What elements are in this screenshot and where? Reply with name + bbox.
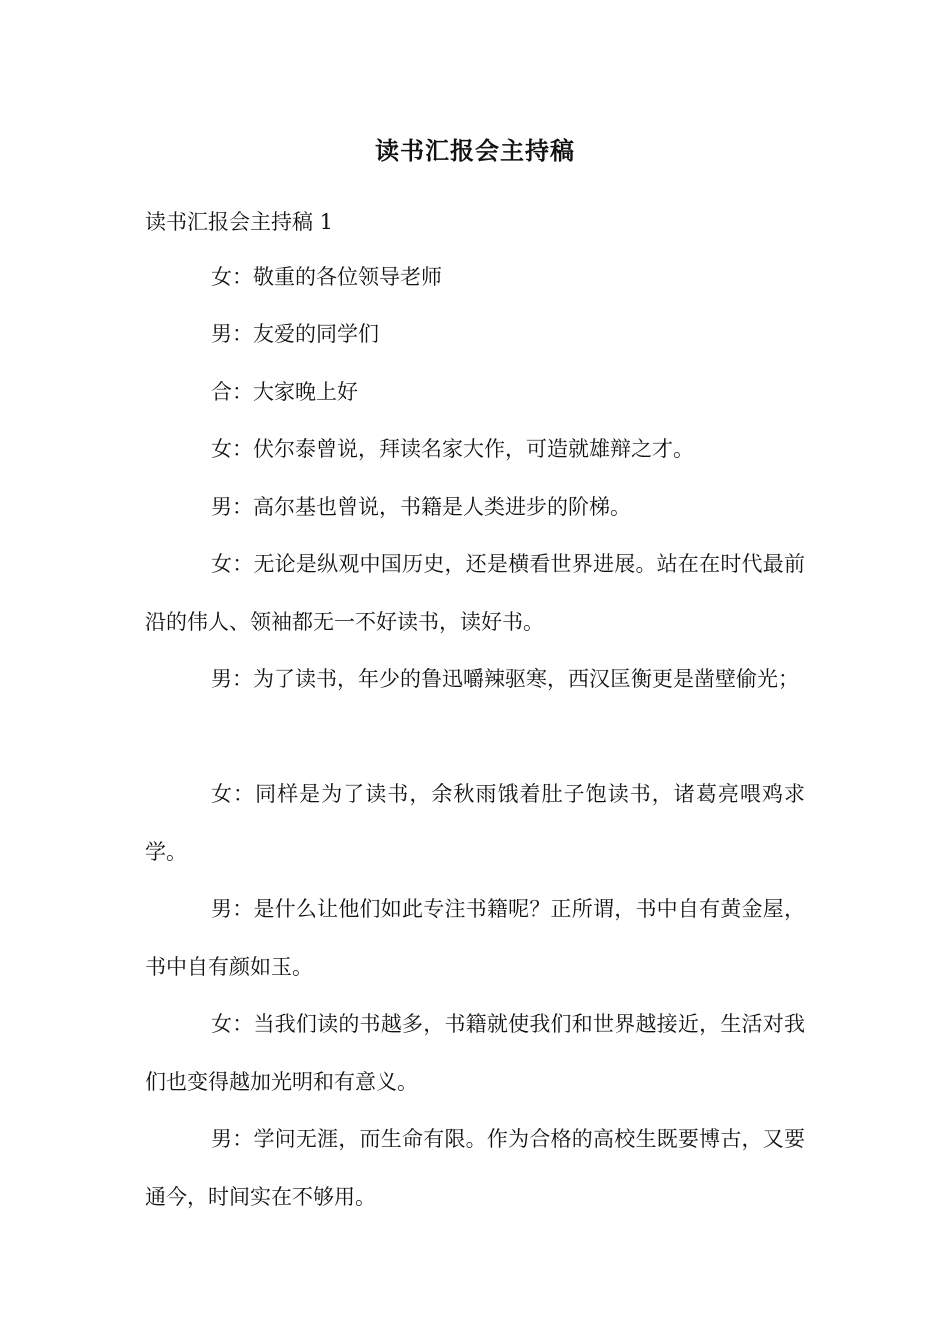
paragraph-3: 合：大家晚上好: [211, 380, 358, 404]
paragraph-7: 男：为了读书，年少的鲁迅嚼辣驱寒，西汉匡衡更是凿壁偷光；: [211, 667, 799, 691]
paragraph-8: 女：同样是为了读书，余秋雨饿着肚子饱读书，诸葛亮喂鸡求学。: [145, 782, 805, 864]
paragraph-5: 男：高尔基也曾说，书籍是人类进步的阶梯。: [211, 495, 631, 519]
paragraph-4: 女：伏尔泰曾说，拜读名家大作，可造就雄辩之才。: [211, 437, 694, 461]
paragraph-10: 女：当我们读的书越多，书籍就使我们和世界越接近，生活对我们也变得越加光明和有意义。: [145, 1012, 805, 1094]
paragraph-1: 女：敬重的各位领导老师: [211, 265, 442, 289]
paragraph-6: 女：无论是纵观中国历史，还是横看世界进展。站在在时代最前沿的伟人、领袖都无一不好读书，读好书。: [145, 552, 805, 634]
paragraph-9: 男：是什么让他们如此专注书籍呢？正所谓，书中自有黄金屋，书中自有颜如玉。: [145, 897, 805, 979]
document-title: 读书汇报会主持稿: [375, 136, 575, 165]
section-heading: 读书汇报会主持稿 1: [145, 210, 334, 234]
paragraph-11: 男：学问无涯，而生命有限。作为合格的高校生既要博古，又要通今，时间实在不够用。: [145, 1127, 805, 1209]
paragraph-2: 男：友爱的同学们: [211, 322, 379, 346]
